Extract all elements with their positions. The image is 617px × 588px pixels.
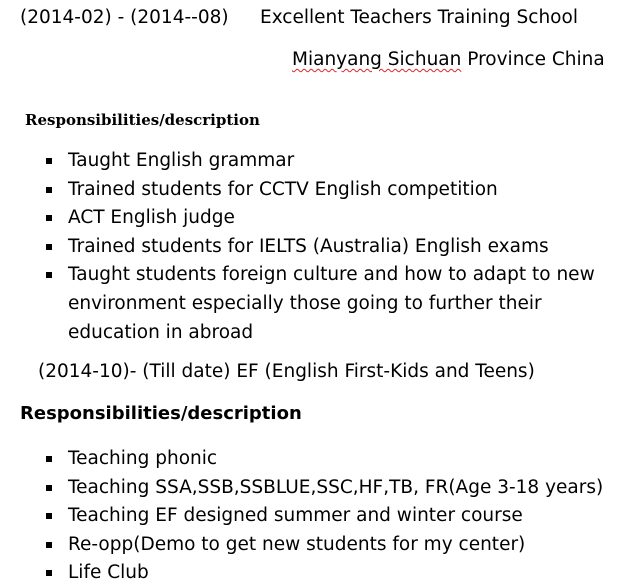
bullet-icon: [46, 215, 52, 221]
bullet-icon: [46, 456, 52, 462]
bullet-icon: [46, 570, 52, 576]
list-item-text: Teaching EF designed summer and winter course: [68, 505, 523, 527]
list-item-text: Taught students foreign culture and how to adapt to new environment especially those going to further their education in abroad: [68, 264, 595, 343]
list-item-text: Life Club: [68, 562, 149, 584]
list-item-text: Teaching phonic: [68, 448, 218, 469]
list-item: [0, 204, 608, 233]
bullet-icon: [46, 485, 52, 491]
list-item: [0, 502, 608, 531]
list-item-text: Teaching SSA,SSB,SSBLUE,SSC,HF,TB, FR(Age 3-18 years): [68, 476, 604, 498]
job1-period: (2014-02) - (2014--08): [20, 7, 229, 28]
list-item: [0, 233, 608, 262]
bullet-icon: [46, 187, 52, 193]
list-item-text: Trained students for CCTV English competition: [68, 178, 498, 200]
bullet-icon: [46, 244, 52, 250]
list-item-text: Re-opp(Demo to get new students for my center): [68, 533, 526, 555]
list-item: [0, 445, 608, 474]
list-item: [0, 261, 608, 347]
job1-responsibilities-list: [0, 147, 617, 347]
bullet-icon: [46, 542, 52, 548]
list-item-text: Taught English grammar: [68, 150, 295, 171]
list-item: [0, 176, 608, 205]
location-rest: Province China: [461, 49, 605, 70]
list-item: [0, 531, 608, 560]
list-item: [0, 474, 608, 503]
list-item: [0, 559, 608, 588]
spellcheck-flagged-text: Mianyang Sichuan: [292, 49, 462, 70]
list-item-text: ACT English judge: [68, 207, 235, 229]
job1-responsibilities-heading: Responsibilities/description: [25, 111, 260, 129]
job2-period-employer: (2014-10)- (Till date) EF (English First-Kids and Teens): [38, 361, 535, 382]
job2-responsibilities-heading: Responsibilities/description: [20, 403, 302, 424]
bullet-icon: [46, 513, 52, 519]
bullet-icon: [46, 158, 52, 164]
list-item-text: Trained students for IELTS (Australia) English exams: [68, 235, 549, 257]
job1-location: [292, 49, 605, 71]
list-item: [0, 147, 608, 176]
job2-responsibilities-list: [0, 445, 617, 588]
bullet-icon: [46, 272, 52, 278]
job1-employer: Excellent Teachers Training School: [260, 7, 578, 28]
